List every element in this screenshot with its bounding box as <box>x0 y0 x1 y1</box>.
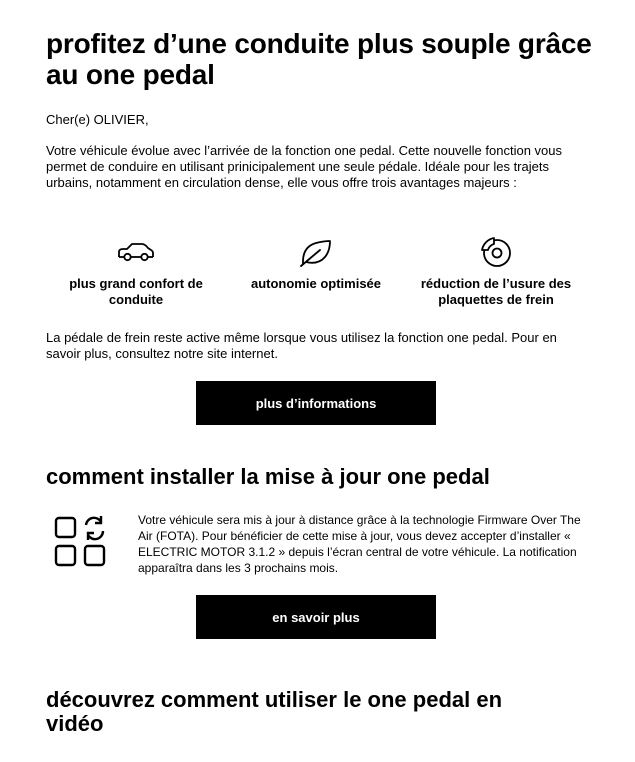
install-section <box>52 512 592 582</box>
intro-text: Votre véhicule évolue avec l’arrivée de la fonction one pedal. Cette nouvelle fonction vous permet de conduire en utilisant prinicipalement une seule pédale. Idéale pour les trajets urbains, notamment en circulation dense, elle vous offre trois avantages majeurs : <box>46 143 562 190</box>
leaf-icon <box>226 232 406 272</box>
features-row <box>46 232 591 312</box>
feature-comfort <box>46 232 226 308</box>
more-info-button[interactable]: plus d’informations <box>196 381 436 425</box>
brake-note: La pédale de frein reste active même lorsque vous utilisez la fonction one pedal. Pour en savoir plus, consultez notre site internet. <box>46 330 557 361</box>
feature-label: réduction de l’usure des plaquettes de frein <box>420 276 572 307</box>
install-heading: comment installer la mise à jour one pedal <box>46 464 490 489</box>
greeting: Cher(e) OLIVIER, <box>46 112 149 127</box>
video-heading: découvrez comment utiliser le one pedal en vidéo <box>46 687 503 736</box>
brake-disc-icon <box>406 232 586 272</box>
feature-brake-wear <box>406 232 586 308</box>
feature-label: autonomie optimisée <box>250 276 382 291</box>
car-icon <box>46 232 226 272</box>
apps-update-icon <box>52 512 112 572</box>
feature-autonomy <box>226 232 406 292</box>
install-text: Votre véhicule sera mis à jour à distance grâce à la technologie Firmware Over The Air (FOTA). Pour bénéficier de cette mise à jour, vous devez accepter d’installer « ELECTRIC MOTOR 3.1.2 » depuis l’écran central de votre véhicule. La notification apparaîtra dans les 3 prochains mois. <box>138 513 581 575</box>
page-title: profitez d’une conduite plus souple grâce au one pedal <box>46 28 592 90</box>
feature-label: plus grand confort de conduite <box>69 276 203 307</box>
learn-more-button[interactable]: en savoir plus <box>196 595 436 639</box>
